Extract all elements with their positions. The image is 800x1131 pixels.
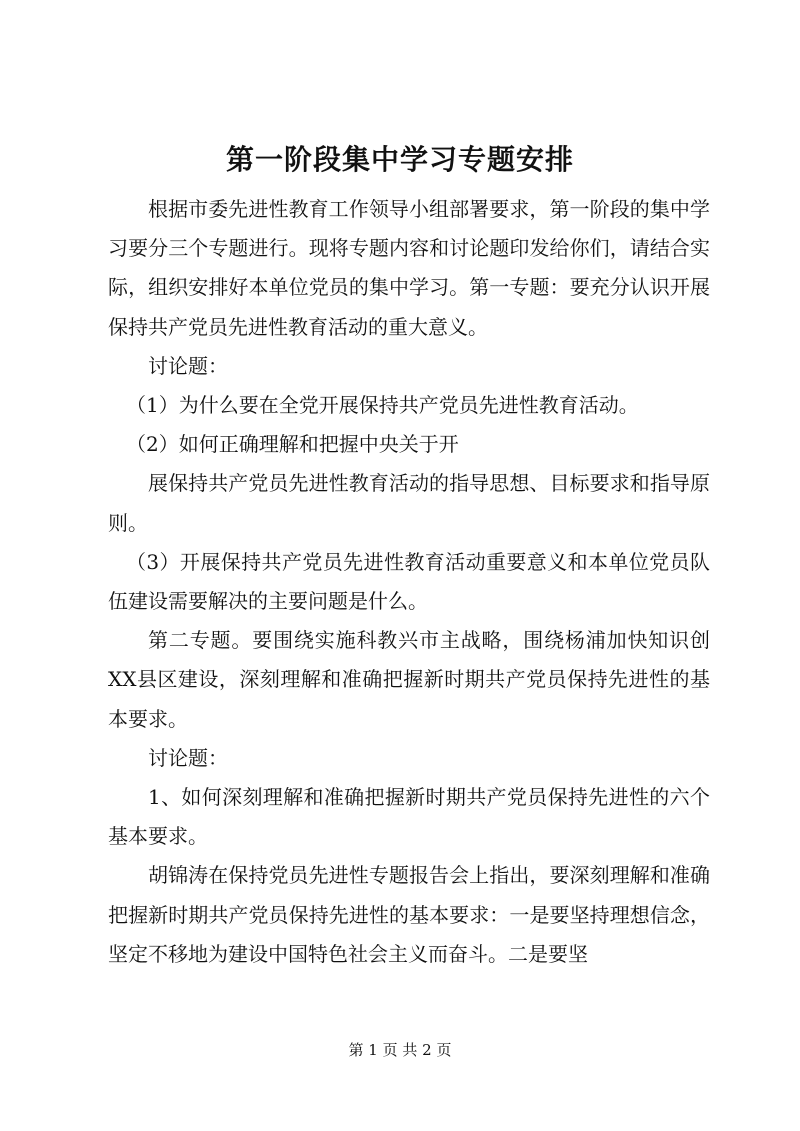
paragraph-topic-2: 第二专题。要围绕实施科教兴市主战略，围绕杨浦加快知识创XX县区建设，深刻理解和准确把握新时期共产党员保持先进性的基本要求。 (108, 628, 710, 731)
paragraph-discussion-heading-2: 讨论题： (148, 745, 228, 770)
paragraph-topic-2-question-1: 1、如何深刻理解和准确把握新时期共产党员保持先进性的六个基本要求。 (108, 785, 710, 849)
paragraph-question-2: （2）如何正确理解和把握中央关于开 (126, 432, 459, 457)
page-number-footer: 第 1 页 共 2 页 (348, 1041, 452, 1059)
paragraph-question-1: （1）为什么要在全党开展保持共产党员先进性教育活动。 (126, 393, 639, 418)
paragraph-discussion-heading-1: 讨论题： (148, 353, 228, 378)
document-body (108, 190, 710, 974)
paragraph-intro: 根据市委先进性教育工作领导小组部署要求，第一阶段的集中学习要分三个专题进行。现将专题内容和讨论题印发给你们，请结合实际，组织安排好本单位党员的集中学习。第一专题：要充分认识开展保持共产党员先进性教育活动的重大意义。 (108, 197, 710, 339)
paragraph-question-2-continued: 展保持共产党员先进性教育活动的指导思想、目标要求和指导原则。 (108, 471, 710, 535)
paragraph-speech: 胡锦涛在保持党员先进性专题报告会上指出，要深刻理解和准确把握新时期共产党员保持先进性的基本要求：一是要坚持理想信念，坚定不移地为建设中国特色社会主义而奋斗。二是要坚 (108, 863, 710, 966)
paragraph-question-3: （3）开展保持共产党员先进性教育活动重要意义和本单位党员队伍建设需要解决的主要问题是什么。 (108, 549, 710, 614)
document-title: 第一阶段集中学习专题安排 (225, 143, 574, 176)
